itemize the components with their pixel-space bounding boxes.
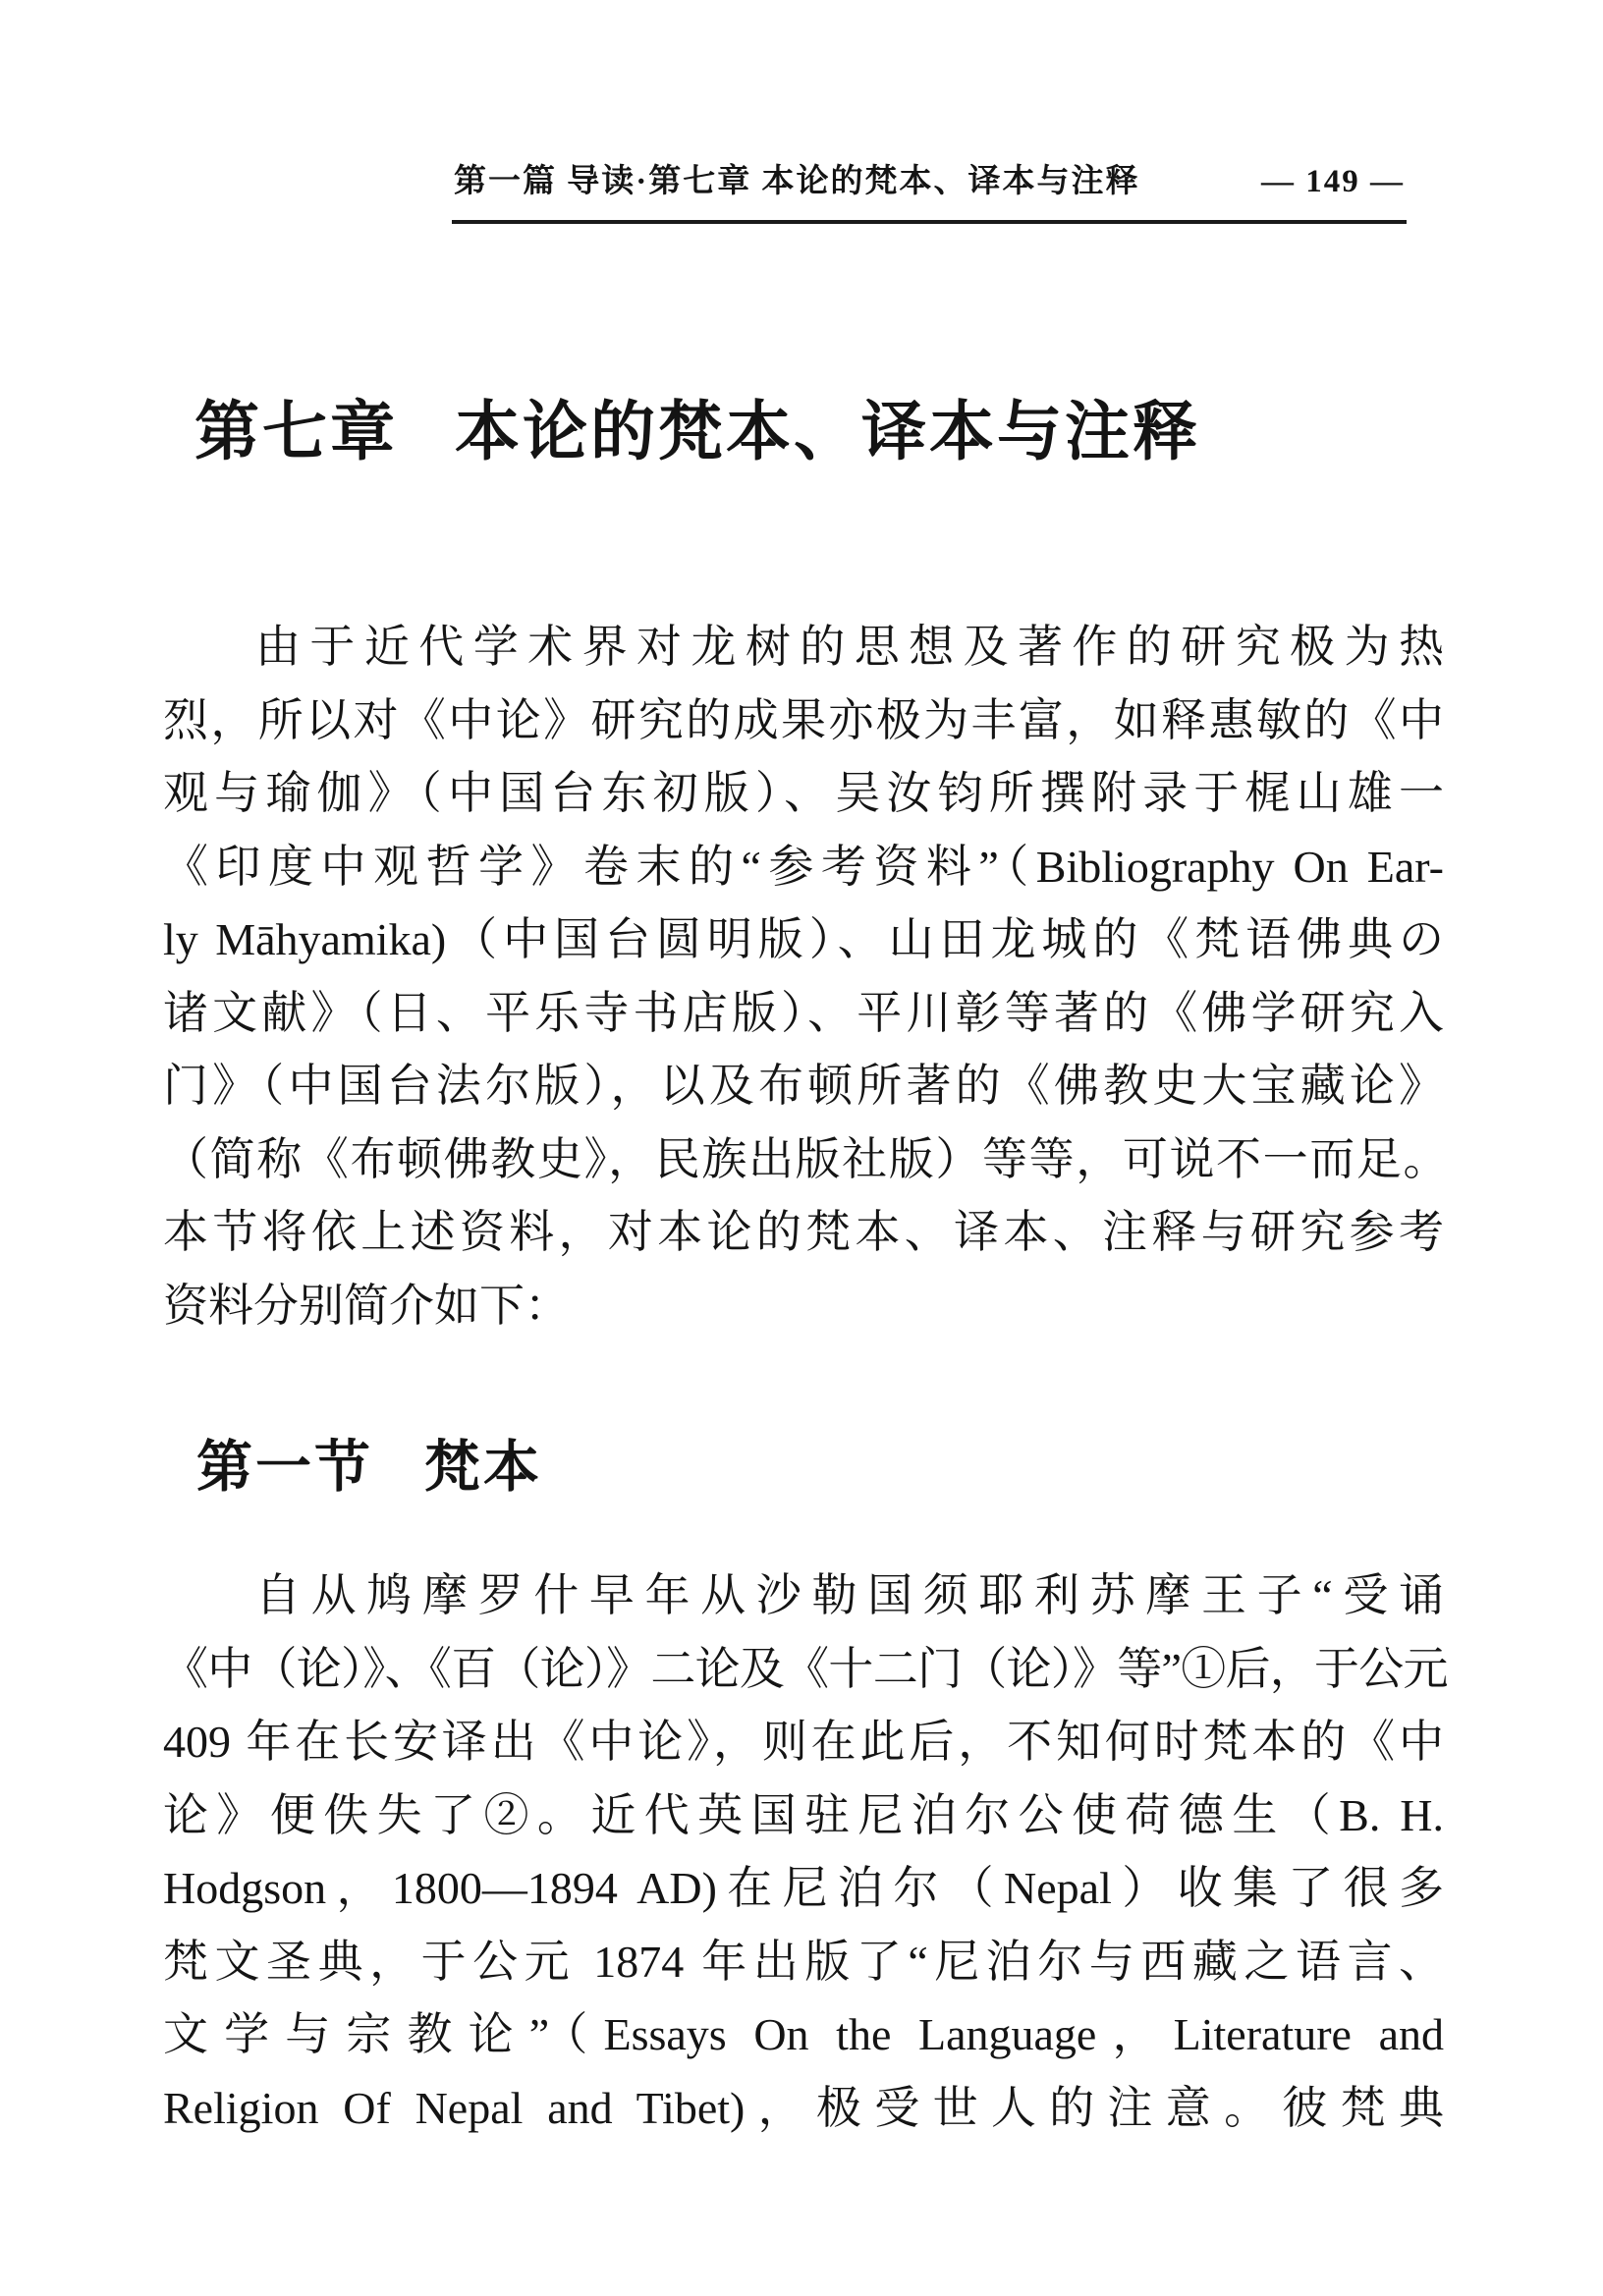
running-header xyxy=(454,155,1405,201)
text-line: 资料分别简介如下： xyxy=(163,1280,570,1331)
text-line: 观与瑜伽》（中国台东初版）、吴汝钧所撰附录于梶山雄一 xyxy=(163,768,1444,818)
text-line: 梵文圣典，于公元 1874 年出版了“尼泊尔与西藏之语言、 xyxy=(163,1936,1444,1987)
text-line: 文学与宗教论”（Essays On the Language，Literature and xyxy=(163,2009,1444,2059)
text-line: 《印度中观哲学》卷末的“参考资料”（Bibliography On Ear- xyxy=(163,841,1444,892)
running-header-text: 第一篇 导读·第七章 本论的梵本、译本与注释 xyxy=(454,164,1140,199)
text-line: 409 年在长安译出《中论》，则在此后，不知何时梵本的《中 xyxy=(163,1717,1444,1767)
page-number: — 149 — xyxy=(1261,164,1405,199)
paragraph-1 xyxy=(163,611,1444,1342)
section-title xyxy=(196,1422,542,1503)
text-line: 自从鸠摩罗什早年从沙勒国须耶利苏摩王子“受诵 xyxy=(255,1570,1444,1620)
chapter-title xyxy=(194,379,1200,472)
text-line: Hodgson，1800—1894 AD)在尼泊尔（Nepal）收集了很多 xyxy=(163,1863,1444,1913)
section-number: 第一节 xyxy=(196,1437,373,1499)
text-line: 《中（论）》、《百（论）》二论及《十二门（论）》等”①后，于公元 xyxy=(163,1643,1444,1694)
text-line: 由于近代学术界对龙树的思想及著作的研究极为热 xyxy=(255,622,1444,672)
chapter-title-text: 本论的梵本、译本与注释 xyxy=(455,397,1200,468)
text-line: 门》（中国台法尔版），以及布顿所著的《佛教史大宝藏论》 xyxy=(163,1061,1444,1111)
paragraph-2 xyxy=(163,1559,1444,2145)
chapter-number: 第七章 xyxy=(194,397,398,468)
section-title-text: 梵本 xyxy=(424,1437,542,1499)
text-line: 本节将依上述资料，对本论的梵本、译本、注释与研究参考 xyxy=(163,1207,1444,1257)
text-line: 烈，所以对《中论》研究的成果亦极为丰富，如释惠敏的《中 xyxy=(163,694,1444,745)
text-line: （简称《布顿佛教史》，民族出版社版）等等，可说不一而足。 xyxy=(163,1133,1444,1184)
text-line: ly Māhyamika)（中国台圆明版）、山田龙城的《梵语佛典の xyxy=(163,914,1444,964)
header-rule xyxy=(452,220,1407,224)
text-line: Religion Of Nepal and Tibet)，极受世人的注意。彼梵典 xyxy=(163,2082,1444,2133)
text-line: 论》便佚失了②。近代英国驻尼泊尔公使荷德生（B. H. xyxy=(163,1789,1444,1840)
text-line: 诸文献》（日、平乐寺书店版）、平川彰等著的《佛学研究入 xyxy=(163,987,1444,1038)
